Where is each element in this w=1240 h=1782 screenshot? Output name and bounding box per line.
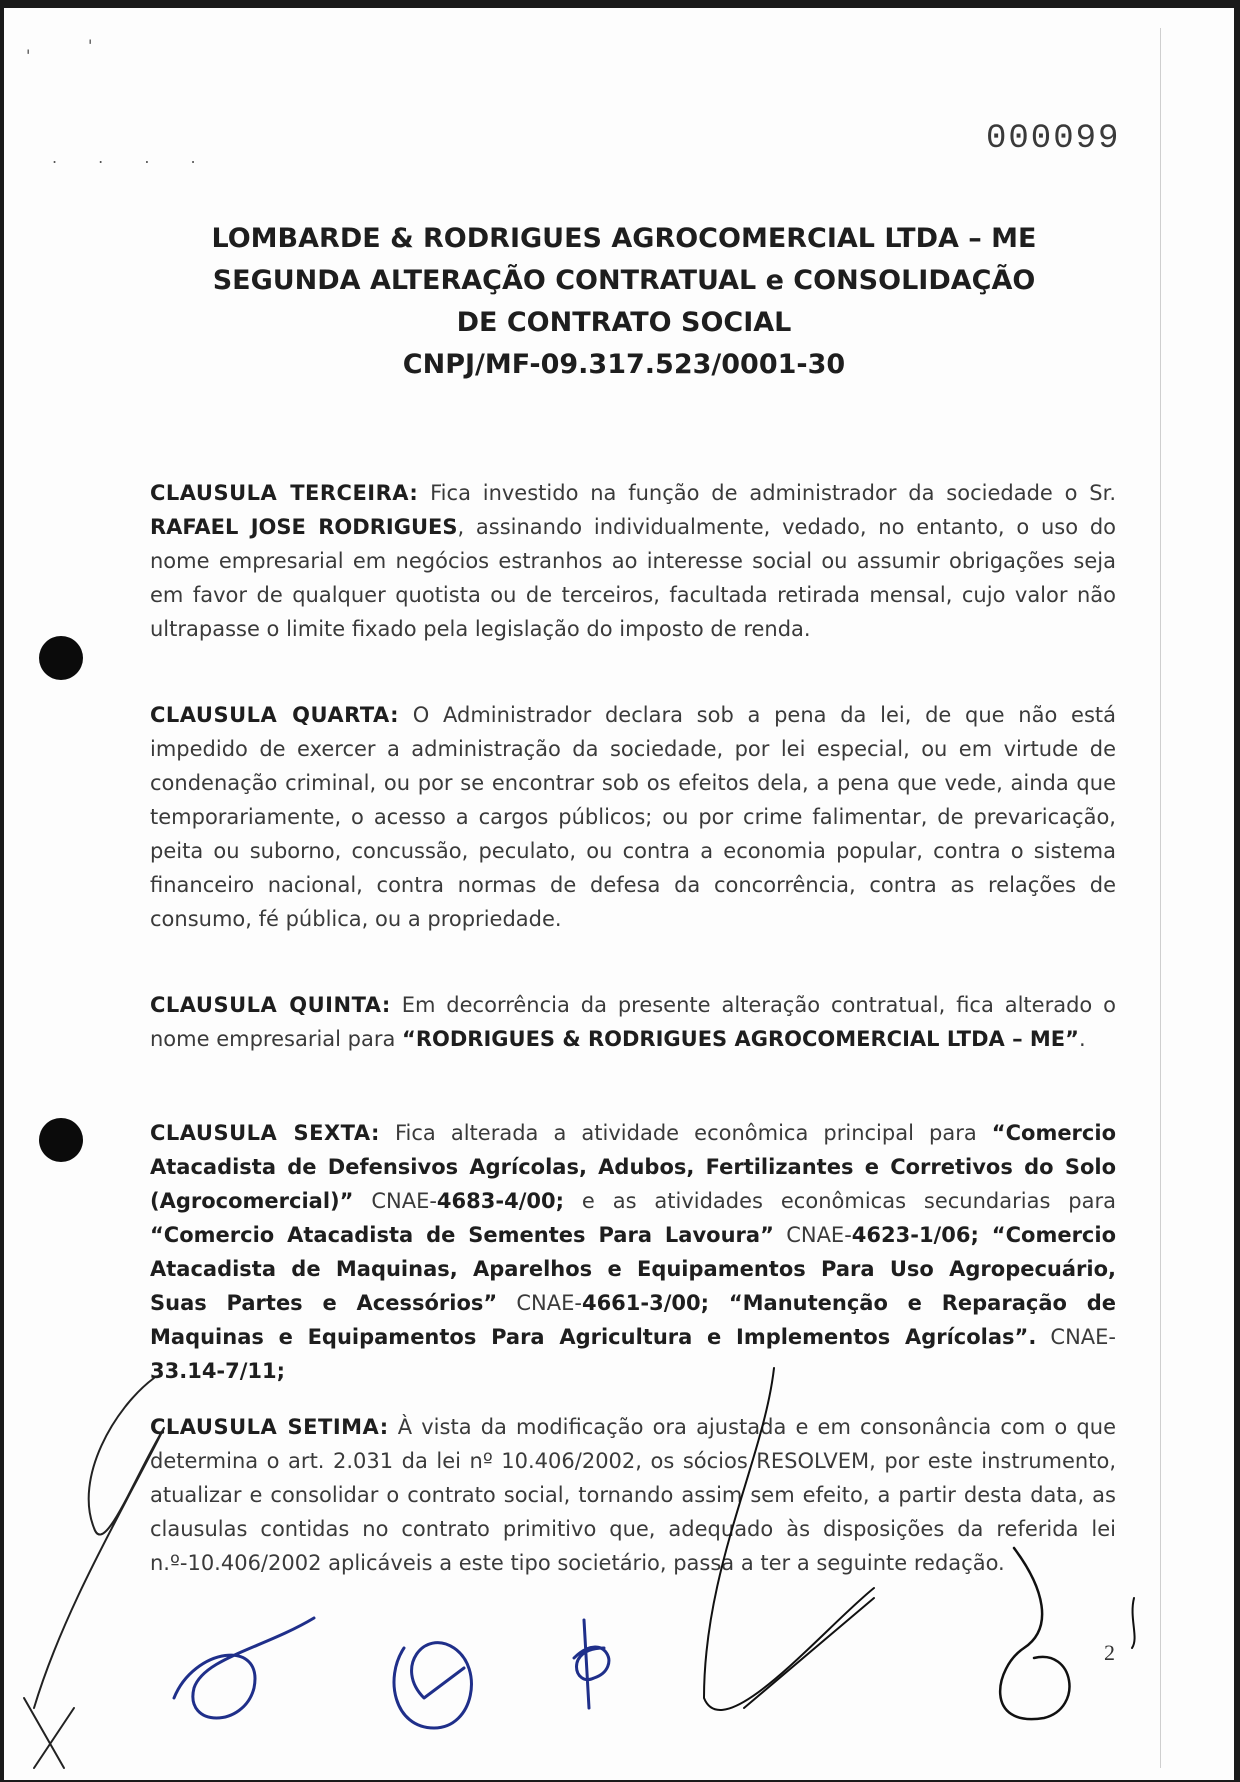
document-title-cont: DE CONTRATO SOCIAL xyxy=(456,307,792,338)
document-page xyxy=(4,8,1234,1780)
cnae-code: 4623-1/06; xyxy=(851,1223,979,1247)
clause-label: CLAUSULA QUARTA: xyxy=(150,703,400,727)
signature-mark-left-2 xyxy=(24,1698,74,1768)
scan-mark: ' xyxy=(88,36,93,55)
signature-1 xyxy=(174,1618,314,1718)
clause-quarta: CLAUSULA QUARTA: O Administrador declara sob a pena da lei, de que não está impedido de exercer a administração da sociedade, por lei especial, ou em virtude de condenação criminal, ou por se encontrar sob os efeitos dela, a pena que vede, ainda que temporariamente, o acesso a cargos públicos; ou por crime falimentar, de prevaricação, peita ou suborno, concussão, peculato, ou contra a economia popular, contra o sistema financeiro nacional, contra normas de defesa da concorrência, contra as relações de consumo, fé pública, ou a propriedade. xyxy=(150,703,1116,931)
secondary-activity: “Comercio Atacadista de Sementes Para Lavoura” xyxy=(150,1223,774,1247)
secondary-activity: “Comercio Atacadista de Maquinas, Aparelhos e Equipamentos Para Uso Agropecuário, Suas Partes e Acessórios” xyxy=(150,1223,1116,1315)
initials-mark xyxy=(1132,1598,1135,1648)
administrator-name: RAFAEL JOSE RODRIGUES xyxy=(150,515,458,539)
main-activity: “Comercio Atacadista de Defensivos Agrícolas, Adubos, Fertilizantes e Corretivos do Solo (Agrocomercial)” xyxy=(150,1121,1116,1213)
new-company-name: “RODRIGUES & RODRIGUES AGROCOMERCIAL LTDA – ME” xyxy=(402,1027,1079,1051)
clause-label: CLAUSULA SETIMA: xyxy=(150,1415,389,1439)
secondary-activity: “Manutenção e Reparação de Maquinas e Equipamentos Para Agricultura e Implementos Agrícolas”. xyxy=(150,1291,1116,1349)
cnae-code: 4661-3/00; xyxy=(581,1291,710,1315)
clause-terceira: CLAUSULA TERCEIRA: Fica investido na função de administrador da sociedade o Sr. RAFAEL JOSE RODRIGUES, assinando individualmente, vedado, no entanto, o uso do nome empresarial em negócios estranhos ao interesse social ou assumir obrigações seja em favor de qualquer quotista ou de terceiros, facultada retirada mensal, cujo valor não ultrapasse o limite fixado pela legislação do imposto de renda. xyxy=(150,481,1116,641)
scan-dots: . . . . xyxy=(52,148,214,167)
signature-4 xyxy=(704,1368,874,1710)
signature-2 xyxy=(394,1643,471,1728)
signature-5 xyxy=(1000,1548,1069,1719)
cnpj: CNPJ/MF-09.317.523/0001-30 xyxy=(402,349,846,380)
clause-quinta: CLAUSULA QUINTA: Em decorrência da presente alteração contratual, fica alterado o nome empresarial para “RODRIGUES & RODRIGUES AGROCOMERCIAL LTDA – ME”. xyxy=(150,993,1116,1051)
signatures-layer xyxy=(4,8,1234,1780)
cnae-code: 4683-4/00; xyxy=(436,1189,564,1213)
cnae-code: 33.14-7/11; xyxy=(150,1359,286,1383)
clause-sexta: CLAUSULA SEXTA: Fica alterada a atividade econômica principal para “Comercio Atacadista de Defensivos Agrícolas, Adubos, Fertilizantes e Corretivos do Solo (Agrocomercial)” CNAE-4683-4/00; e as atividades econômicas secundarias para “Comercio Atacadista de Sementes Para Lavoura” CNAE-4623-1/06; “Comercio Atacadista de Maquinas, Aparelhos e Equipamentos Para Uso Agropecuário, Suas Partes e Acessórios” CNAE-4661-3/00; “Manutenção e Reparação de Maquinas e Equipamentos Para Agricultura e Implementos Agrícolas”. CNAE-33.14-7/11; xyxy=(150,1121,1116,1383)
page-number: 2 xyxy=(1104,1640,1115,1665)
clause-setima: CLAUSULA SETIMA: À vista da modificação ora ajustada e em consonância com o que determina o art. 2.031 da lei nº 10.406/2002, os sócios RESOLVEM, por este instrumento, atualizar e consolidar o contrato social, tornando assim sem efeito, a partir desta data, as clausulas contidas no contrato primitivo que, adequado às disposições da referida lei n.º-10.406/2002 aplicáveis a este tipo societário, passa a ter a seguinte redação. xyxy=(150,1415,1116,1575)
clause-label: CLAUSULA SEXTA: xyxy=(150,1121,380,1145)
page-stamp-number: 000099 xyxy=(986,120,1121,158)
signature-mark-left xyxy=(34,1378,164,1708)
signature-3 xyxy=(574,1620,609,1708)
scan-mark: ' xyxy=(26,46,31,65)
document-title: SEGUNDA ALTERAÇÃO CONTRATUAL e CONSOLIDAÇÃO xyxy=(212,265,1036,296)
company-name: LOMBARDE & RODRIGUES AGROCOMERCIAL LTDA – ME xyxy=(211,223,1037,254)
clause-label: CLAUSULA TERCEIRA: xyxy=(150,481,419,505)
clause-label: CLAUSULA QUINTA: xyxy=(150,993,391,1017)
